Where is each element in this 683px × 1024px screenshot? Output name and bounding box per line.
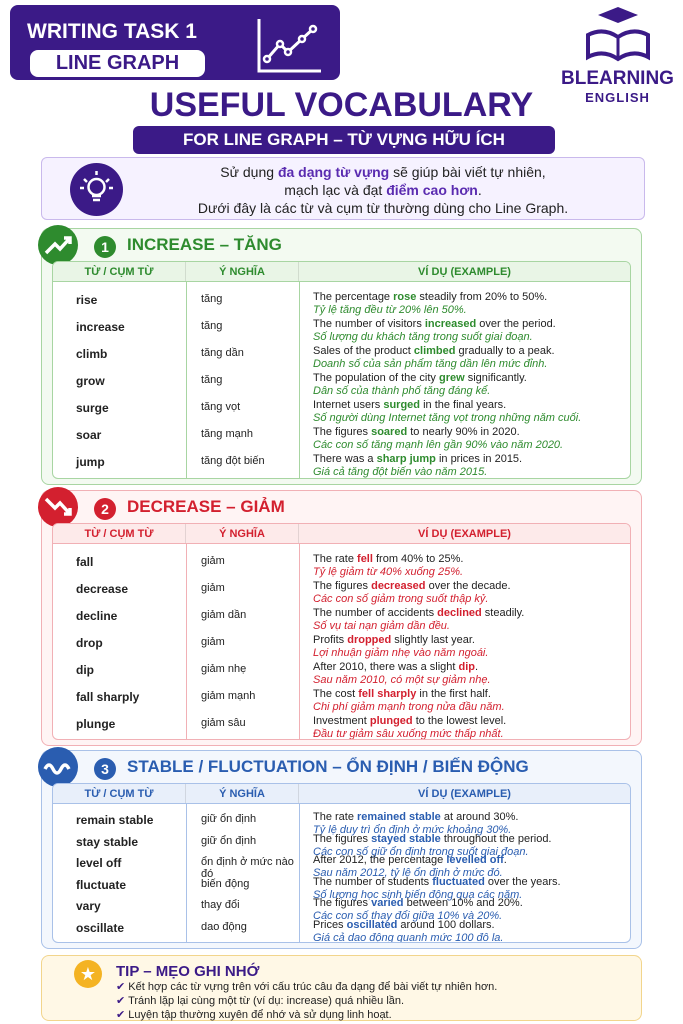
example-highlight: grew xyxy=(438,372,465,384)
example-text: The number of students xyxy=(313,875,433,888)
vocab-meaning: biến động xyxy=(201,877,250,890)
trend-up-icon xyxy=(38,225,78,265)
line-graph-icon xyxy=(255,17,325,75)
col-example: VÍ DỤ (EXAMPLE) xyxy=(418,266,511,278)
example-text: . xyxy=(475,661,479,673)
table-header xyxy=(53,262,630,282)
vocab-word: surge xyxy=(76,401,109,415)
vocab-word: soar xyxy=(76,428,102,442)
vocab-meaning: giảm nhẹ xyxy=(201,663,247,675)
example-text: at around 30%. xyxy=(440,811,519,823)
task-label: WRITING TASK 1 xyxy=(27,20,197,43)
example-text: Prices xyxy=(313,918,347,931)
example-highlight: dropped xyxy=(347,634,392,646)
example-text: The figures xyxy=(313,580,372,592)
col-meaning: Ý NGHĨA xyxy=(186,262,299,281)
star-icon: ★ xyxy=(74,960,102,988)
col-meaning: Ý NGHĨA xyxy=(186,524,299,543)
intro-text: . xyxy=(477,182,482,198)
col-word: TỪ / CỤM TỪ xyxy=(53,784,186,803)
example-highlight: decreased xyxy=(371,580,426,592)
tip-item: ✔ Tránh lặp lại cùng một từ (ví dụ: increase) quá nhiều lần. xyxy=(116,994,497,1008)
table-row xyxy=(53,289,630,316)
example-highlight: fell sharply xyxy=(358,688,417,700)
task-badge xyxy=(10,5,340,80)
example-highlight: remained stable xyxy=(357,811,441,823)
example-en xyxy=(313,897,630,910)
example-highlight: oscillated xyxy=(346,918,398,931)
example-vi: Sau năm 2012, tỷ lệ ổn định ở mức đó. xyxy=(313,867,503,879)
example-en xyxy=(313,634,630,647)
example-en xyxy=(313,345,630,358)
example-vi: Tỷ lệ duy trì ổn định ở mức khoảng 30%. xyxy=(313,824,512,836)
book-cap-icon xyxy=(578,5,658,63)
example-en xyxy=(313,291,630,304)
vocab-meaning: giảm mạnh xyxy=(201,690,256,702)
vocab-word: fall xyxy=(76,555,94,569)
example-highlight: soared xyxy=(371,426,408,438)
example-en xyxy=(313,833,630,846)
example-vi: Tỷ lệ tăng đều từ 20% lên 50%. xyxy=(313,304,467,316)
vocab-word: grow xyxy=(76,374,105,388)
example-vi: Đầu tư giảm sâu xuống mức thấp nhất. xyxy=(313,728,504,740)
example-en xyxy=(313,688,630,701)
example-text: . xyxy=(503,854,507,866)
tip-list xyxy=(116,980,497,1022)
table-row xyxy=(53,917,630,943)
vocab-meaning: giảm dần xyxy=(201,609,247,621)
vocab-meaning: thay đổi xyxy=(201,899,240,911)
table-row xyxy=(53,632,630,659)
example-text: to nearly 90% in 2020. xyxy=(407,426,520,438)
example-vi: Số lượng học sinh biến động qua các năm. xyxy=(313,888,523,901)
vocab-meaning: tăng xyxy=(201,374,223,386)
table-row xyxy=(53,551,630,578)
intro-text: Dưới đây là các từ và cụm từ thường dùng cho Line Graph. xyxy=(197,200,569,216)
vocab-meaning: giảm sâu xyxy=(201,717,246,729)
example-vi: Số vụ tai nạn giảm dần đều. xyxy=(313,620,450,632)
example-text: to the lowest level. xyxy=(412,715,507,727)
example-highlight: stayed stable xyxy=(371,832,441,845)
vocab-table xyxy=(52,523,631,740)
example-en xyxy=(313,811,630,824)
example-vi: Sau năm 2010, có một sự giảm nhẹ. xyxy=(313,674,491,686)
example-vi: Doanh số của sản phẩm tăng dần lên mức đỉnh. xyxy=(313,358,548,370)
vocab-word: fluctuate xyxy=(76,877,127,892)
example-text: Profits xyxy=(313,634,348,646)
example-highlight: fell xyxy=(357,553,373,565)
intro-text: mạch lạc và đạt xyxy=(284,182,387,198)
page-title: USEFUL VOCABULARY xyxy=(149,86,534,124)
example-text: After 2010, there was a slight xyxy=(313,661,459,673)
lightbulb-icon xyxy=(70,163,123,216)
example-text: significantly. xyxy=(464,372,527,384)
example-text: over the period. xyxy=(476,318,556,330)
table-header xyxy=(53,524,630,544)
example-text: slightly last year. xyxy=(391,634,475,646)
example-vi: Tỷ lệ giảm từ 40% xuống 25%. xyxy=(313,566,464,578)
example-en xyxy=(313,553,630,566)
vocab-word: decline xyxy=(76,609,118,623)
example-text: The figures xyxy=(313,897,372,909)
table-row xyxy=(53,451,630,478)
vocab-word: dip xyxy=(76,663,94,677)
vocab-meaning: tăng xyxy=(201,320,223,332)
example-vi: Các con số giữ ổn định trong suốt giai đoạn. xyxy=(313,845,529,858)
example-highlight: levelled off xyxy=(446,854,504,866)
vocab-meaning: tăng mạnh xyxy=(201,428,253,440)
example-highlight: rose xyxy=(393,291,417,303)
intro-highlight: điểm cao hơn xyxy=(386,182,478,198)
vocab-meaning: giảm xyxy=(201,555,225,567)
example-highlight: sharp jump xyxy=(376,453,436,465)
vocab-meaning: giảm xyxy=(201,636,225,648)
example-text: The population of the city xyxy=(313,372,439,384)
example-text: steadily from 20% to 50%. xyxy=(416,291,548,303)
vocab-word: rise xyxy=(76,293,98,307)
vocab-word: oscillate xyxy=(76,920,125,935)
example-en xyxy=(313,399,630,412)
section-number: 1 xyxy=(94,236,116,258)
tip-item: ✔ Luyện tập thường xuyên để nhớ và sử dụng linh hoạt. xyxy=(116,1008,497,1022)
example-highlight: plunged xyxy=(369,715,413,727)
vocab-meaning: giữ ổn định xyxy=(201,834,257,847)
col-word: TỪ / CỤM TỪ xyxy=(53,262,186,281)
example-text: The number of accidents xyxy=(313,607,438,619)
example-en xyxy=(313,876,630,889)
vocab-meaning: tăng xyxy=(201,293,223,305)
example-text: in prices in 2015. xyxy=(435,453,523,465)
col-word: TỪ / CỤM TỪ xyxy=(53,524,186,543)
section-decrease xyxy=(41,490,642,746)
example-en xyxy=(313,854,630,867)
example-text: gradually to a peak. xyxy=(455,345,555,357)
example-vi: Các con số thay đổi giữa 10% và 20%. xyxy=(313,910,503,922)
tip-item: ✔ Kết hợp các từ vựng trên với cấu trúc câu đa dạng để bài viết tự nhiên hơn. xyxy=(116,980,497,994)
example-en xyxy=(313,715,630,728)
example-vi: Dân số của thành phố tăng đáng kể. xyxy=(313,385,491,397)
vocab-word: remain stable xyxy=(76,813,154,827)
example-text: After 2012, the percentage xyxy=(313,854,447,866)
table-row xyxy=(53,874,630,901)
table-row xyxy=(53,713,630,740)
example-vi: Lợi nhuận giảm nhẹ vào năm ngoái. xyxy=(313,647,489,659)
table-row xyxy=(53,895,630,922)
section-increase xyxy=(41,228,642,485)
example-vi: Các con số giảm trong suốt thập kỷ. xyxy=(313,593,489,605)
vocab-word: decrease xyxy=(76,582,129,596)
intro-box xyxy=(41,157,645,220)
example-text: over the years. xyxy=(484,875,561,888)
table-row xyxy=(53,424,630,451)
vocab-word: drop xyxy=(76,636,103,650)
example-en xyxy=(313,426,630,439)
example-highlight: declined xyxy=(437,607,482,619)
wave-icon xyxy=(38,747,78,787)
example-text: Sales of the product xyxy=(313,345,414,357)
vocab-word: plunge xyxy=(76,717,116,731)
example-text: The rate xyxy=(313,553,358,565)
example-text: in the first half. xyxy=(416,688,491,700)
graph-type-label: LINE GRAPH xyxy=(30,50,205,77)
table-row xyxy=(53,809,630,836)
table-row xyxy=(53,852,630,880)
example-highlight: surged xyxy=(383,399,421,411)
vocab-table xyxy=(52,261,631,479)
logo-name: BLEARNING xyxy=(561,68,674,89)
example-text: in the final years. xyxy=(420,399,507,411)
intro-text: Sử dụng xyxy=(220,164,278,180)
example-text: over the decade. xyxy=(425,580,511,592)
vocab-meaning: giữ ổn định xyxy=(201,813,257,825)
table-row xyxy=(53,397,630,424)
tip-title: TIP – MẸO GHI NHỚ xyxy=(116,963,260,980)
example-en xyxy=(313,580,630,593)
example-highlight: fluctuated xyxy=(432,875,485,888)
example-text: Investment xyxy=(313,715,370,727)
vocab-word: increase xyxy=(76,320,125,334)
vocab-meaning: ổn định ở mức nào đó xyxy=(201,856,294,880)
table-row xyxy=(53,316,630,343)
example-text: around 100 dollars. xyxy=(397,918,495,931)
example-text: The cost xyxy=(313,688,359,700)
example-text: Internet users xyxy=(313,399,384,411)
vocab-word: stay stable xyxy=(76,834,139,849)
intro-highlight: đa dạng từ vựng xyxy=(277,164,390,180)
table-row xyxy=(53,659,630,686)
example-text: The figures xyxy=(313,426,372,438)
example-text: The percentage xyxy=(313,291,394,303)
col-example: VÍ DỤ (EXAMPLE) xyxy=(418,528,511,540)
table-row xyxy=(53,578,630,605)
col-meaning: Ý NGHĨA xyxy=(186,784,299,803)
table-row xyxy=(53,343,630,370)
example-en xyxy=(313,919,630,932)
example-highlight: varied xyxy=(371,897,404,909)
trend-down-icon xyxy=(38,487,78,527)
page-subtitle: FOR LINE GRAPH – TỪ VỰNG HỮU ÍCH xyxy=(133,126,555,154)
example-highlight: climbed xyxy=(413,345,456,357)
table-row xyxy=(53,686,630,713)
example-en xyxy=(313,318,630,331)
example-text: The number of visitors xyxy=(313,318,425,330)
vocab-word: jump xyxy=(76,455,105,469)
vocab-word: climb xyxy=(76,347,108,361)
example-text: from 40% to 25%. xyxy=(372,553,464,565)
example-text: The figures xyxy=(313,832,372,845)
example-vi: Số người dùng Internet tăng vọt trong những năm cuối. xyxy=(313,412,582,424)
example-text: between 10% and 20%. xyxy=(403,897,523,909)
example-highlight: increased xyxy=(424,318,477,330)
vocab-meaning: dao động xyxy=(201,920,247,933)
example-text: steadily. xyxy=(481,607,525,619)
table-header xyxy=(53,784,630,804)
vocab-meaning: giảm xyxy=(201,582,225,594)
example-vi: Các con số tăng mạnh lên gần 90% vào năm 2020. xyxy=(313,439,564,451)
section-title: INCREASE – TĂNG xyxy=(127,235,282,254)
table-row xyxy=(53,831,630,858)
vocab-meaning: tăng đột biến xyxy=(201,455,265,467)
example-en xyxy=(313,607,630,620)
table-row xyxy=(53,605,630,632)
section-number: 3 xyxy=(94,758,116,780)
example-text: There was a xyxy=(313,453,377,465)
example-highlight: dip xyxy=(458,661,476,673)
vocab-meaning: tăng vọt xyxy=(201,401,241,413)
section-title: STABLE / FLUCTUATION – ỔN ĐỊNH / BIẾN ĐỘNG xyxy=(127,757,529,776)
vocab-word: fall sharply xyxy=(76,690,140,704)
tip-box xyxy=(41,955,642,1021)
table-row xyxy=(53,370,630,397)
intro-text: sẽ giúp bài viết tự nhiên, xyxy=(389,164,546,180)
example-en xyxy=(313,372,630,385)
example-vi: Giá cả dao động quanh mức 100 đô la. xyxy=(313,931,504,943)
example-en xyxy=(313,453,630,466)
logo-sub: ENGLISH xyxy=(585,90,650,105)
section-number: 2 xyxy=(94,498,116,520)
vocab-word: level off xyxy=(76,856,122,870)
section-stable xyxy=(41,750,642,949)
vocab-meaning: tăng dần xyxy=(201,347,244,359)
example-en xyxy=(313,661,630,674)
col-example: VÍ DỤ (EXAMPLE) xyxy=(418,788,511,800)
section-title: DECREASE – GIẢM xyxy=(127,497,285,516)
example-vi: Số lượng du khách tăng trong suốt giai đoạn. xyxy=(313,331,533,343)
vocab-word: vary xyxy=(76,899,101,913)
example-vi: Giá cả tăng đột biến vào năm 2015. xyxy=(313,466,488,478)
example-text: The rate xyxy=(313,811,358,823)
vocab-table xyxy=(52,783,631,943)
example-vi: Chi phí giảm mạnh trong nửa đầu năm. xyxy=(313,701,505,713)
example-text: throughout the period. xyxy=(440,832,552,845)
